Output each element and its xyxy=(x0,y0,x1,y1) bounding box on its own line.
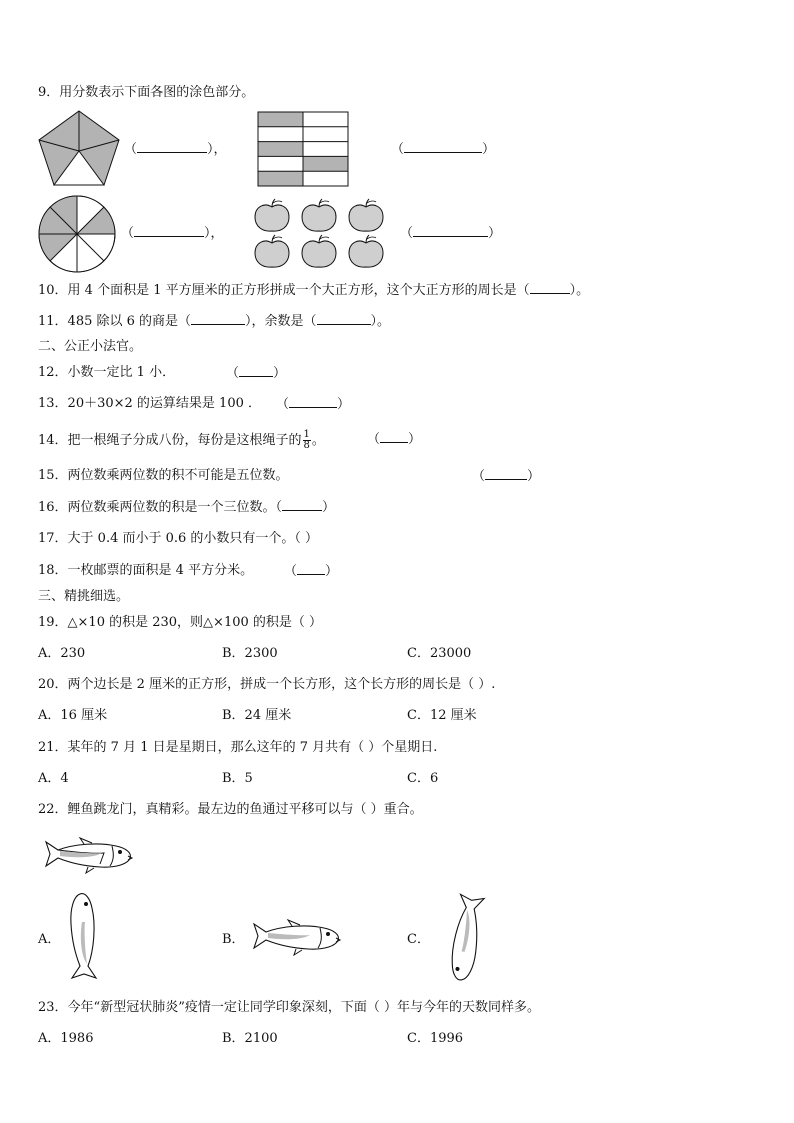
q14-judge-blank[interactable]: （ ） xyxy=(367,432,422,447)
fish-option-b-figure xyxy=(252,918,342,958)
q23-option-b[interactable]: B．2100 xyxy=(222,1031,278,1046)
q9-blank-3[interactable]: （ ）， xyxy=(121,226,224,241)
fish-original-figure xyxy=(44,836,134,876)
q11-quotient-blank[interactable] xyxy=(191,312,245,325)
q9-text: 9．用分数表示下面各图的涂色部分。 xyxy=(38,85,255,100)
q20-option-a[interactable]: A．16 厘米 xyxy=(38,708,108,723)
section-3-heading: 三、精挑细选。 xyxy=(38,589,130,604)
grid-figure xyxy=(257,111,349,187)
circle-figure xyxy=(37,194,117,274)
q23-option-c[interactable]: C．1996 xyxy=(407,1031,464,1046)
apples-figure xyxy=(252,196,388,270)
q20-option-b[interactable]: B．24 厘米 xyxy=(222,708,292,723)
q11-line: 11．485 除以 6 的商是（ ），余数是（ ）。 xyxy=(38,314,391,329)
apple-icon xyxy=(255,199,289,231)
q20-option-c[interactable]: C．12 厘米 xyxy=(407,708,477,723)
q19-option-c[interactable]: C．23000 xyxy=(407,646,472,661)
section-2-heading: 二、公正小法官。 xyxy=(38,339,143,354)
q18-text: 18．一枚邮票的面积是 4 平方分米。 xyxy=(38,563,254,578)
q9-blank-2[interactable]: （ ） xyxy=(391,142,496,157)
q23-option-a[interactable]: A．1986 xyxy=(38,1031,94,1046)
q12-text: 12．小数一定比 1 小． xyxy=(38,365,176,380)
fish-option-a-figure xyxy=(62,892,104,982)
q13-text: 13．20＋30×2 的运算结果是 100 ． xyxy=(38,396,261,411)
q16-line: 16．两位数乘两位数的积是一个三位数。（ ） xyxy=(38,500,336,515)
apple-icon xyxy=(349,199,383,231)
apple-icon xyxy=(255,235,289,267)
apple-icon xyxy=(302,235,336,267)
q14-text: 14．把一根绳子分成八份，每份是这根绳子的 $\frac{1}{8}$ 。 xyxy=(38,429,325,451)
q22-option-b[interactable]: B． xyxy=(222,932,245,947)
q12-judge-blank[interactable]: （ ） xyxy=(226,366,287,381)
q21-option-c[interactable]: C．6 xyxy=(407,771,439,786)
q15-judge-blank[interactable]: （ ） xyxy=(472,469,541,484)
q19-text: 19．△×10 的积是 230，则△×100 的积是（ ） xyxy=(38,615,323,630)
q15-text: 15．两位数乘两位数的积不可能是五位数。 xyxy=(38,468,289,483)
q17-text: 17．大于 0.4 而小于 0.6 的小数只有一个。（ ） xyxy=(38,531,319,546)
q9-blank-1[interactable]: （ ）， xyxy=(124,142,227,157)
q11-remainder-blank[interactable] xyxy=(317,312,371,325)
fish-option-c-figure xyxy=(434,892,480,978)
q19-option-a[interactable]: A．230 xyxy=(38,646,86,661)
q16-judge-blank[interactable] xyxy=(282,498,322,511)
apple-icon xyxy=(302,199,336,231)
q22-text: 22．鲤鱼跳龙门，真精彩。最左边的鱼通过平移可以与（ ）重合。 xyxy=(38,802,423,817)
q13-judge-blank[interactable]: （ ） xyxy=(276,397,351,412)
q18-judge-blank[interactable]: （ ） xyxy=(284,564,339,579)
q9-blank-4[interactable]: （ ） xyxy=(400,226,502,241)
q22-option-c[interactable]: C． xyxy=(407,932,430,947)
pentagon-figure xyxy=(36,108,122,188)
apple-icon xyxy=(349,235,383,267)
q14-fraction: $\frac{1}{8}$ xyxy=(303,429,310,451)
q10-line: 10．用 4 个面积是 1 平方厘米的正方形拼成一个大正方形，这个大正方形的周长是（ ）。 xyxy=(38,283,590,298)
q23-text: 23．今年“新型冠状肺炎”疫情一定让同学印象深刻，下面（ ）年与今年的天数同样多。 xyxy=(38,1000,540,1015)
q19-option-b[interactable]: B．2300 xyxy=(222,646,278,661)
q21-option-a[interactable]: A．4 xyxy=(38,771,69,786)
q21-option-b[interactable]: B．5 xyxy=(222,771,253,786)
q21-text: 21．某年的 7 月 1 日是星期日，那么这年的 7 月共有（ ）个星期日. xyxy=(38,740,438,755)
q10-answer-blank[interactable] xyxy=(530,281,570,294)
q22-option-a[interactable]: A． xyxy=(38,932,61,947)
q20-text: 20．两个边长是 2 厘米的正方形，拼成一个长方形，这个长方形的周长是（ ）. xyxy=(38,677,496,692)
